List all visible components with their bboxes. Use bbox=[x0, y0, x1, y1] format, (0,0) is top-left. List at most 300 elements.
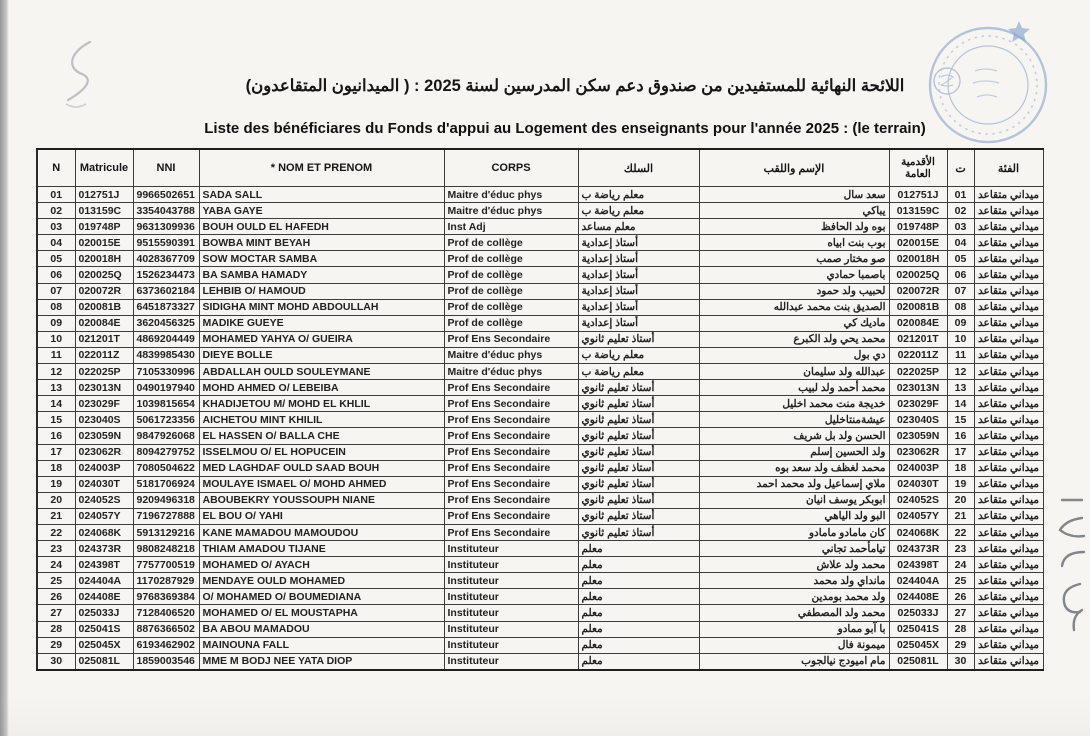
beneficiaries-table bbox=[36, 148, 1044, 671]
cell-nni: 7196727888 bbox=[133, 508, 199, 524]
cell-nom-ar: بوه ولد الحافظ bbox=[699, 219, 889, 235]
cell-nom-ar: مام اميودج نيالجوب bbox=[699, 653, 889, 670]
cell-nni: 3620456325 bbox=[133, 315, 199, 331]
cell-anciennete-generale: 020018H bbox=[889, 251, 947, 267]
cell-nom-ar: لحبيب ولد حمود bbox=[699, 283, 889, 299]
cell-categorie: ميداني متقاعد bbox=[974, 347, 1043, 363]
cell-matricule: 023040S bbox=[75, 412, 133, 428]
cell-categorie: ميداني متقاعد bbox=[974, 524, 1043, 540]
cell-nom-ar: محمد لغظف ولد سعد بوه bbox=[699, 460, 889, 476]
cell-n: 23 bbox=[37, 541, 75, 557]
cell-matricule: 020084E bbox=[75, 315, 133, 331]
cell-matricule: 025033J bbox=[75, 605, 133, 621]
cell-corps: Prof Ens Secondaire bbox=[444, 508, 578, 524]
cell-t: 30 bbox=[947, 653, 974, 670]
cell-silk-ar: معلم bbox=[578, 557, 699, 573]
cell-matricule: 013159C bbox=[75, 203, 133, 219]
table-body bbox=[37, 187, 1043, 670]
cell-t: 27 bbox=[947, 605, 974, 621]
table-row bbox=[37, 573, 1043, 589]
cell-silk-ar: معلم رياضة ب bbox=[578, 364, 699, 380]
cell-anciennete-generale: 020025Q bbox=[889, 267, 947, 283]
cell-n: 22 bbox=[37, 524, 75, 540]
cell-anciennete-generale: 022025P bbox=[889, 364, 947, 380]
col-header-categorie: الفئة bbox=[974, 149, 1043, 187]
cell-nni: 7757700519 bbox=[133, 557, 199, 573]
table-row bbox=[37, 637, 1043, 653]
cell-categorie: ميداني متقاعد bbox=[974, 412, 1043, 428]
cell-t: 01 bbox=[947, 187, 974, 203]
cell-corps: Prof Ens Secondaire bbox=[444, 428, 578, 444]
cell-nni: 6193462902 bbox=[133, 637, 199, 653]
cell-silk-ar: معلم رياضة ب bbox=[578, 347, 699, 363]
cell-nni: 1170287929 bbox=[133, 573, 199, 589]
cell-silk-ar: أستاذ إعدادية bbox=[578, 315, 699, 331]
cell-nni: 1039815654 bbox=[133, 396, 199, 412]
cell-anciennete-generale: 024404A bbox=[889, 573, 947, 589]
cell-t: 02 bbox=[947, 203, 974, 219]
cell-t: 10 bbox=[947, 331, 974, 347]
cell-anciennete-generale: 020072R bbox=[889, 283, 947, 299]
cell-matricule: 025041S bbox=[75, 621, 133, 637]
cell-anciennete-generale: 025045X bbox=[889, 637, 947, 653]
cell-silk-ar: معلم bbox=[578, 573, 699, 589]
cell-matricule: 024373R bbox=[75, 541, 133, 557]
cell-anciennete-generale: 022011Z bbox=[889, 347, 947, 363]
cell-corps: Instituteur bbox=[444, 637, 578, 653]
cell-nni: 9966502651 bbox=[133, 187, 199, 203]
cell-nni: 9808248218 bbox=[133, 541, 199, 557]
cell-nom-ar: سعد سال bbox=[699, 187, 889, 203]
cell-n: 10 bbox=[37, 331, 75, 347]
cell-silk-ar: أستاذ تعليم ثانوي bbox=[578, 460, 699, 476]
cell-t: 22 bbox=[947, 524, 974, 540]
cell-n: 29 bbox=[37, 637, 75, 653]
cell-matricule: 024404A bbox=[75, 573, 133, 589]
col-header-nom-et-prenom: * NOM ET PRENOM bbox=[199, 149, 444, 187]
cell-nom-ar: محمد ولد المصطفي bbox=[699, 605, 889, 621]
cell-nom-ar: بوب بنت ابياه bbox=[699, 235, 889, 251]
cell-corps: Prof Ens Secondaire bbox=[444, 444, 578, 460]
cell-nom-et-prenom: MME M BODJ NEE YATA DIOP bbox=[199, 653, 444, 670]
table-row bbox=[37, 492, 1043, 508]
cell-nni: 4028367709 bbox=[133, 251, 199, 267]
cell-silk-ar: أستاذ تعليم ثانوي bbox=[578, 412, 699, 428]
cell-nom-et-prenom: EL HASSEN O/ BALLA CHE bbox=[199, 428, 444, 444]
cell-nom-ar: با آبو ممادو bbox=[699, 621, 889, 637]
cell-nom-et-prenom: BOUH OULD EL HAFEDH bbox=[199, 219, 444, 235]
cell-corps: Prof Ens Secondaire bbox=[444, 412, 578, 428]
table-row bbox=[37, 508, 1043, 524]
cell-nni: 7080504622 bbox=[133, 460, 199, 476]
cell-t: 26 bbox=[947, 589, 974, 605]
cell-nom-ar: ملاي إسماعيل ولد محمد احمد bbox=[699, 476, 889, 492]
cell-nom-et-prenom: THIAM AMADOU TIJANE bbox=[199, 541, 444, 557]
cell-corps: Instituteur bbox=[444, 653, 578, 670]
cell-nni: 5913129216 bbox=[133, 524, 199, 540]
cell-silk-ar: أستاذ إعدادية bbox=[578, 235, 699, 251]
cell-t: 14 bbox=[947, 396, 974, 412]
cell-nom-et-prenom: MED LAGHDAF OULD SAAD BOUH bbox=[199, 460, 444, 476]
cell-matricule: 024003P bbox=[75, 460, 133, 476]
scan-edge bbox=[0, 0, 9, 736]
cell-n: 14 bbox=[37, 396, 75, 412]
cell-matricule: 024398T bbox=[75, 557, 133, 573]
cell-nom-ar: عيشةمنتاخليل bbox=[699, 412, 889, 428]
cell-t: 20 bbox=[947, 492, 974, 508]
cell-categorie: ميداني متقاعد bbox=[974, 492, 1043, 508]
table-row bbox=[37, 476, 1043, 492]
cell-nni: 7128406520 bbox=[133, 605, 199, 621]
cell-matricule: 023062R bbox=[75, 444, 133, 460]
cell-nom-et-prenom: BOWBA MINT BEYAH bbox=[199, 235, 444, 251]
cell-nom-ar: ميمونة فال bbox=[699, 637, 889, 653]
table-row bbox=[37, 524, 1043, 540]
cell-t: 18 bbox=[947, 460, 974, 476]
cell-categorie: ميداني متقاعد bbox=[974, 557, 1043, 573]
cell-t: 16 bbox=[947, 428, 974, 444]
cell-nom-et-prenom: MOHAMED YAHYA O/ GUEIRA bbox=[199, 331, 444, 347]
cell-matricule: 025045X bbox=[75, 637, 133, 653]
cell-categorie: ميداني متقاعد bbox=[974, 573, 1043, 589]
cell-nom-ar: ماديك كي bbox=[699, 315, 889, 331]
cell-anciennete-generale: 023029F bbox=[889, 396, 947, 412]
cell-n: 28 bbox=[37, 621, 75, 637]
cell-nom-et-prenom: AICHETOU MINT KHILIL bbox=[199, 412, 444, 428]
cell-n: 03 bbox=[37, 219, 75, 235]
cell-categorie: ميداني متقاعد bbox=[974, 460, 1043, 476]
cell-matricule: 024057Y bbox=[75, 508, 133, 524]
cell-nom-et-prenom: MOHAMED O/ EL MOUSTAPHA bbox=[199, 605, 444, 621]
cell-t: 23 bbox=[947, 541, 974, 557]
cell-n: 01 bbox=[37, 187, 75, 203]
cell-silk-ar: معلم رياضة ب bbox=[578, 203, 699, 219]
cell-nom-ar: يباكي bbox=[699, 203, 889, 219]
cell-nom-ar: باصمبا حمادي bbox=[699, 267, 889, 283]
cell-silk-ar: أستاذ تعليم ثانوي bbox=[578, 524, 699, 540]
table-row bbox=[37, 541, 1043, 557]
cell-nni: 4839985430 bbox=[133, 347, 199, 363]
cell-silk-ar: أستاذ تعليم ثانوي bbox=[578, 396, 699, 412]
cell-n: 17 bbox=[37, 444, 75, 460]
cell-silk-ar: أستاذ إعدادية bbox=[578, 283, 699, 299]
cell-silk-ar: معلم bbox=[578, 541, 699, 557]
cell-nom-ar: مانداي ولد محمد bbox=[699, 573, 889, 589]
cell-nom-et-prenom: YABA GAYE bbox=[199, 203, 444, 219]
cell-nom-ar: محمد ولد علاش bbox=[699, 557, 889, 573]
cell-n: 21 bbox=[37, 508, 75, 524]
cell-t: 17 bbox=[947, 444, 974, 460]
cell-t: 05 bbox=[947, 251, 974, 267]
table-row bbox=[37, 187, 1043, 203]
cell-anciennete-generale: 025041S bbox=[889, 621, 947, 637]
cell-nom-et-prenom: LEHBIB O/ HAMOUD bbox=[199, 283, 444, 299]
cell-t: 29 bbox=[947, 637, 974, 653]
cell-silk-ar: معلم رياضة ب bbox=[578, 187, 699, 203]
cell-n: 09 bbox=[37, 315, 75, 331]
cell-anciennete-generale: 024052S bbox=[889, 492, 947, 508]
document-title-french: Liste des bénéficiares du Fonds d'appui au Logement des enseignants pour l'année 2025 : (le terrain) bbox=[204, 120, 926, 137]
cell-n: 05 bbox=[37, 251, 75, 267]
cell-corps: Prof de collège bbox=[444, 267, 578, 283]
cell-corps: Maitre d'éduc phys bbox=[444, 347, 578, 363]
handwritten-mark-right-margin bbox=[1052, 492, 1090, 642]
cell-categorie: ميداني متقاعد bbox=[974, 251, 1043, 267]
cell-nom-ar: كان مامادو مامادو bbox=[699, 524, 889, 540]
cell-corps: Instituteur bbox=[444, 621, 578, 637]
cell-anciennete-generale: 023062R bbox=[889, 444, 947, 460]
cell-anciennete-generale: 020015E bbox=[889, 235, 947, 251]
cell-nni: 5181706924 bbox=[133, 476, 199, 492]
cell-nni: 9768369384 bbox=[133, 589, 199, 605]
cell-matricule: 020081B bbox=[75, 299, 133, 315]
cell-t: 24 bbox=[947, 557, 974, 573]
cell-n: 24 bbox=[37, 557, 75, 573]
cell-anciennete-generale: 020081B bbox=[889, 299, 947, 315]
table-header-row bbox=[37, 149, 1043, 187]
cell-n: 13 bbox=[37, 380, 75, 396]
cell-t: 21 bbox=[947, 508, 974, 524]
cell-matricule: 025081L bbox=[75, 653, 133, 670]
handwritten-mark-topleft bbox=[52, 30, 112, 150]
cell-n: 20 bbox=[37, 492, 75, 508]
cell-n: 26 bbox=[37, 589, 75, 605]
table-row bbox=[37, 219, 1043, 235]
cell-silk-ar: أستاذ تعليم ثانوي bbox=[578, 508, 699, 524]
cell-matricule: 024030T bbox=[75, 476, 133, 492]
cell-silk-ar: أستاذ إعدادية bbox=[578, 267, 699, 283]
cell-t: 12 bbox=[947, 364, 974, 380]
cell-anciennete-generale: 023059N bbox=[889, 428, 947, 444]
cell-anciennete-generale: 013159C bbox=[889, 203, 947, 219]
cell-nom-ar: خديجة منت محمد اخليل bbox=[699, 396, 889, 412]
cell-anciennete-generale: 024408E bbox=[889, 589, 947, 605]
cell-t: 13 bbox=[947, 380, 974, 396]
cell-matricule: 022011Z bbox=[75, 347, 133, 363]
cell-n: 11 bbox=[37, 347, 75, 363]
cell-categorie: ميداني متقاعد bbox=[974, 589, 1043, 605]
cell-matricule: 020025Q bbox=[75, 267, 133, 283]
cell-nom-et-prenom: BA ABOU MAMADOU bbox=[199, 621, 444, 637]
cell-corps: Prof Ens Secondaire bbox=[444, 492, 578, 508]
cell-t: 11 bbox=[947, 347, 974, 363]
cell-nom-et-prenom: SADA SALL bbox=[199, 187, 444, 203]
cell-corps: Instituteur bbox=[444, 589, 578, 605]
cell-nom-ar: صو مختار صمب bbox=[699, 251, 889, 267]
cell-matricule: 023029F bbox=[75, 396, 133, 412]
cell-t: 28 bbox=[947, 621, 974, 637]
cell-categorie: ميداني متقاعد bbox=[974, 653, 1043, 670]
cell-anciennete-generale: 023013N bbox=[889, 380, 947, 396]
cell-silk-ar: أستاذ تعليم ثانوي bbox=[578, 444, 699, 460]
cell-n: 06 bbox=[37, 267, 75, 283]
cell-corps: Prof Ens Secondaire bbox=[444, 396, 578, 412]
cell-corps: Instituteur bbox=[444, 557, 578, 573]
cell-matricule: 020018H bbox=[75, 251, 133, 267]
col-header-n: N bbox=[37, 149, 75, 187]
cell-silk-ar: أستاذ إعدادية bbox=[578, 299, 699, 315]
cell-silk-ar: أستاذ تعليم ثانوي bbox=[578, 428, 699, 444]
cell-nom-et-prenom: EL BOU O/ YAHI bbox=[199, 508, 444, 524]
cell-silk-ar: أستاذ تعليم ثانوي bbox=[578, 492, 699, 508]
col-header-t: ت bbox=[947, 149, 974, 187]
table-row bbox=[37, 364, 1043, 380]
table-row bbox=[37, 331, 1043, 347]
col-header-nom-ar: الإسم واللقب bbox=[699, 149, 889, 187]
cell-categorie: ميداني متقاعد bbox=[974, 476, 1043, 492]
cell-corps: Prof de collège bbox=[444, 235, 578, 251]
cell-corps: Prof Ens Secondaire bbox=[444, 331, 578, 347]
cell-n: 08 bbox=[37, 299, 75, 315]
cell-matricule: 019748P bbox=[75, 219, 133, 235]
cell-nni: 9631309936 bbox=[133, 219, 199, 235]
cell-nom-et-prenom: MOHD AHMED O/ LEBEIBA bbox=[199, 380, 444, 396]
cell-nom-et-prenom: BA SAMBA HAMADY bbox=[199, 267, 444, 283]
cell-n: 15 bbox=[37, 412, 75, 428]
cell-categorie: ميداني متقاعد bbox=[974, 637, 1043, 653]
cell-matricule: 024052S bbox=[75, 492, 133, 508]
cell-anciennete-generale: 012751J bbox=[889, 187, 947, 203]
cell-matricule: 012751J bbox=[75, 187, 133, 203]
cell-nni: 8876366502 bbox=[133, 621, 199, 637]
cell-anciennete-generale: 024057Y bbox=[889, 508, 947, 524]
cell-categorie: ميداني متقاعد bbox=[974, 267, 1043, 283]
cell-corps: Prof Ens Secondaire bbox=[444, 380, 578, 396]
table-row bbox=[37, 299, 1043, 315]
cell-categorie: ميداني متقاعد bbox=[974, 428, 1043, 444]
cell-corps: Maitre d'éduc phys bbox=[444, 187, 578, 203]
cell-matricule: 024408E bbox=[75, 589, 133, 605]
cell-n: 02 bbox=[37, 203, 75, 219]
cell-categorie: ميداني متقاعد bbox=[974, 315, 1043, 331]
cell-corps: Prof Ens Secondaire bbox=[444, 476, 578, 492]
cell-nni: 5061723356 bbox=[133, 412, 199, 428]
cell-nni: 9209496318 bbox=[133, 492, 199, 508]
cell-corps: Instituteur bbox=[444, 573, 578, 589]
cell-nni: 9515590391 bbox=[133, 235, 199, 251]
cell-corps: Prof de collège bbox=[444, 315, 578, 331]
cell-nom-ar: الحسن ولد بل شريف bbox=[699, 428, 889, 444]
cell-categorie: ميداني متقاعد bbox=[974, 235, 1043, 251]
cell-t: 08 bbox=[947, 299, 974, 315]
cell-n: 19 bbox=[37, 476, 75, 492]
cell-categorie: ميداني متقاعد bbox=[974, 187, 1043, 203]
cell-nom-et-prenom: SIDIGHA MINT MOHD ABDOULLAH bbox=[199, 299, 444, 315]
cell-categorie: ميداني متقاعد bbox=[974, 219, 1043, 235]
cell-t: 09 bbox=[947, 315, 974, 331]
cell-t: 06 bbox=[947, 267, 974, 283]
cell-nom-ar: ولد محمد بومدين bbox=[699, 589, 889, 605]
cell-matricule: 020072R bbox=[75, 283, 133, 299]
cell-nom-et-prenom: MADIKE GUEYE bbox=[199, 315, 444, 331]
cell-anciennete-generale: 025033J bbox=[889, 605, 947, 621]
cell-categorie: ميداني متقاعد bbox=[974, 444, 1043, 460]
cell-categorie: ميداني متقاعد bbox=[974, 541, 1043, 557]
cell-matricule: 024068K bbox=[75, 524, 133, 540]
cell-categorie: ميداني متقاعد bbox=[974, 621, 1043, 637]
col-header-nni: NNI bbox=[133, 149, 199, 187]
cell-nni: 3354043788 bbox=[133, 203, 199, 219]
col-header-anciennete-generale: الأقدمية العامة bbox=[889, 149, 947, 187]
cell-corps: Instituteur bbox=[444, 541, 578, 557]
cell-n: 04 bbox=[37, 235, 75, 251]
table-row bbox=[37, 380, 1043, 396]
cell-categorie: ميداني متقاعد bbox=[974, 396, 1043, 412]
cell-anciennete-generale: 020084E bbox=[889, 315, 947, 331]
cell-silk-ar: معلم bbox=[578, 653, 699, 670]
cell-nom-et-prenom: DIEYE BOLLE bbox=[199, 347, 444, 363]
cell-categorie: ميداني متقاعد bbox=[974, 283, 1043, 299]
cell-nom-ar: ولد الحسين إسلم bbox=[699, 444, 889, 460]
cell-nom-et-prenom: MOHAMED O/ AYACH bbox=[199, 557, 444, 573]
cell-matricule: 021201T bbox=[75, 331, 133, 347]
cell-t: 04 bbox=[947, 235, 974, 251]
table-row bbox=[37, 605, 1043, 621]
table-row bbox=[37, 235, 1043, 251]
cell-n: 30 bbox=[37, 653, 75, 670]
table-row bbox=[37, 412, 1043, 428]
scan-shadow bbox=[0, 696, 1090, 736]
cell-matricule: 022025P bbox=[75, 364, 133, 380]
cell-silk-ar: معلم bbox=[578, 621, 699, 637]
cell-nom-ar: محمد يحي ولد الكبرع bbox=[699, 331, 889, 347]
table-row bbox=[37, 203, 1043, 219]
cell-nom-et-prenom: MAINOUNA FALL bbox=[199, 637, 444, 653]
cell-silk-ar: أستاذ تعليم ثانوي bbox=[578, 331, 699, 347]
cell-nni: 8094279752 bbox=[133, 444, 199, 460]
cell-anciennete-generale: 025081L bbox=[889, 653, 947, 670]
table-row bbox=[37, 251, 1043, 267]
cell-nni: 6373602184 bbox=[133, 283, 199, 299]
cell-matricule: 020015E bbox=[75, 235, 133, 251]
cell-anciennete-generale: 024068K bbox=[889, 524, 947, 540]
cell-nni: 7105330996 bbox=[133, 364, 199, 380]
cell-nom-et-prenom: ABOUBEKRY YOUSSOUPH NIANE bbox=[199, 492, 444, 508]
cell-categorie: ميداني متقاعد bbox=[974, 203, 1043, 219]
cell-corps: Prof de collège bbox=[444, 251, 578, 267]
cell-anciennete-generale: 019748P bbox=[889, 219, 947, 235]
cell-nom-ar: البو ولد الياهي bbox=[699, 508, 889, 524]
table-row bbox=[37, 653, 1043, 670]
cell-nni: 9847926068 bbox=[133, 428, 199, 444]
cell-silk-ar: أستاذ إعدادية bbox=[578, 251, 699, 267]
cell-n: 18 bbox=[37, 460, 75, 476]
cell-anciennete-generale: 021201T bbox=[889, 331, 947, 347]
cell-nom-et-prenom: ABDALLAH OULD SOULEYMANE bbox=[199, 364, 444, 380]
cell-t: 25 bbox=[947, 573, 974, 589]
cell-anciennete-generale: 024398T bbox=[889, 557, 947, 573]
cell-categorie: ميداني متقاعد bbox=[974, 364, 1043, 380]
cell-nom-ar: محمد أحمد ولد لبيب bbox=[699, 380, 889, 396]
cell-silk-ar: معلم مساعد bbox=[578, 219, 699, 235]
cell-corps: Instituteur bbox=[444, 605, 578, 621]
cell-silk-ar: معلم bbox=[578, 637, 699, 653]
cell-t: 15 bbox=[947, 412, 974, 428]
cell-nom-ar: تيامأحمد تجاني bbox=[699, 541, 889, 557]
cell-categorie: ميداني متقاعد bbox=[974, 331, 1043, 347]
cell-corps: Prof Ens Secondaire bbox=[444, 524, 578, 540]
cell-anciennete-generale: 024003P bbox=[889, 460, 947, 476]
cell-nom-et-prenom: ISSELMOU O/ EL HOPUCEIN bbox=[199, 444, 444, 460]
table-row bbox=[37, 557, 1043, 573]
col-header-silk-ar: السلك bbox=[578, 149, 699, 187]
cell-matricule: 023013N bbox=[75, 380, 133, 396]
cell-nni: 1859003546 bbox=[133, 653, 199, 670]
cell-nom-et-prenom: KHADIJETOU M/ MOHD EL KHLIL bbox=[199, 396, 444, 412]
cell-anciennete-generale: 023040S bbox=[889, 412, 947, 428]
table-row bbox=[37, 444, 1043, 460]
document-title-arabic: اللائحة النهائية للمستفيدين من صندوق دعم سكن المدرسين لسنة 2025 : ( الميدانيون المتقاعدون) bbox=[245, 77, 905, 95]
